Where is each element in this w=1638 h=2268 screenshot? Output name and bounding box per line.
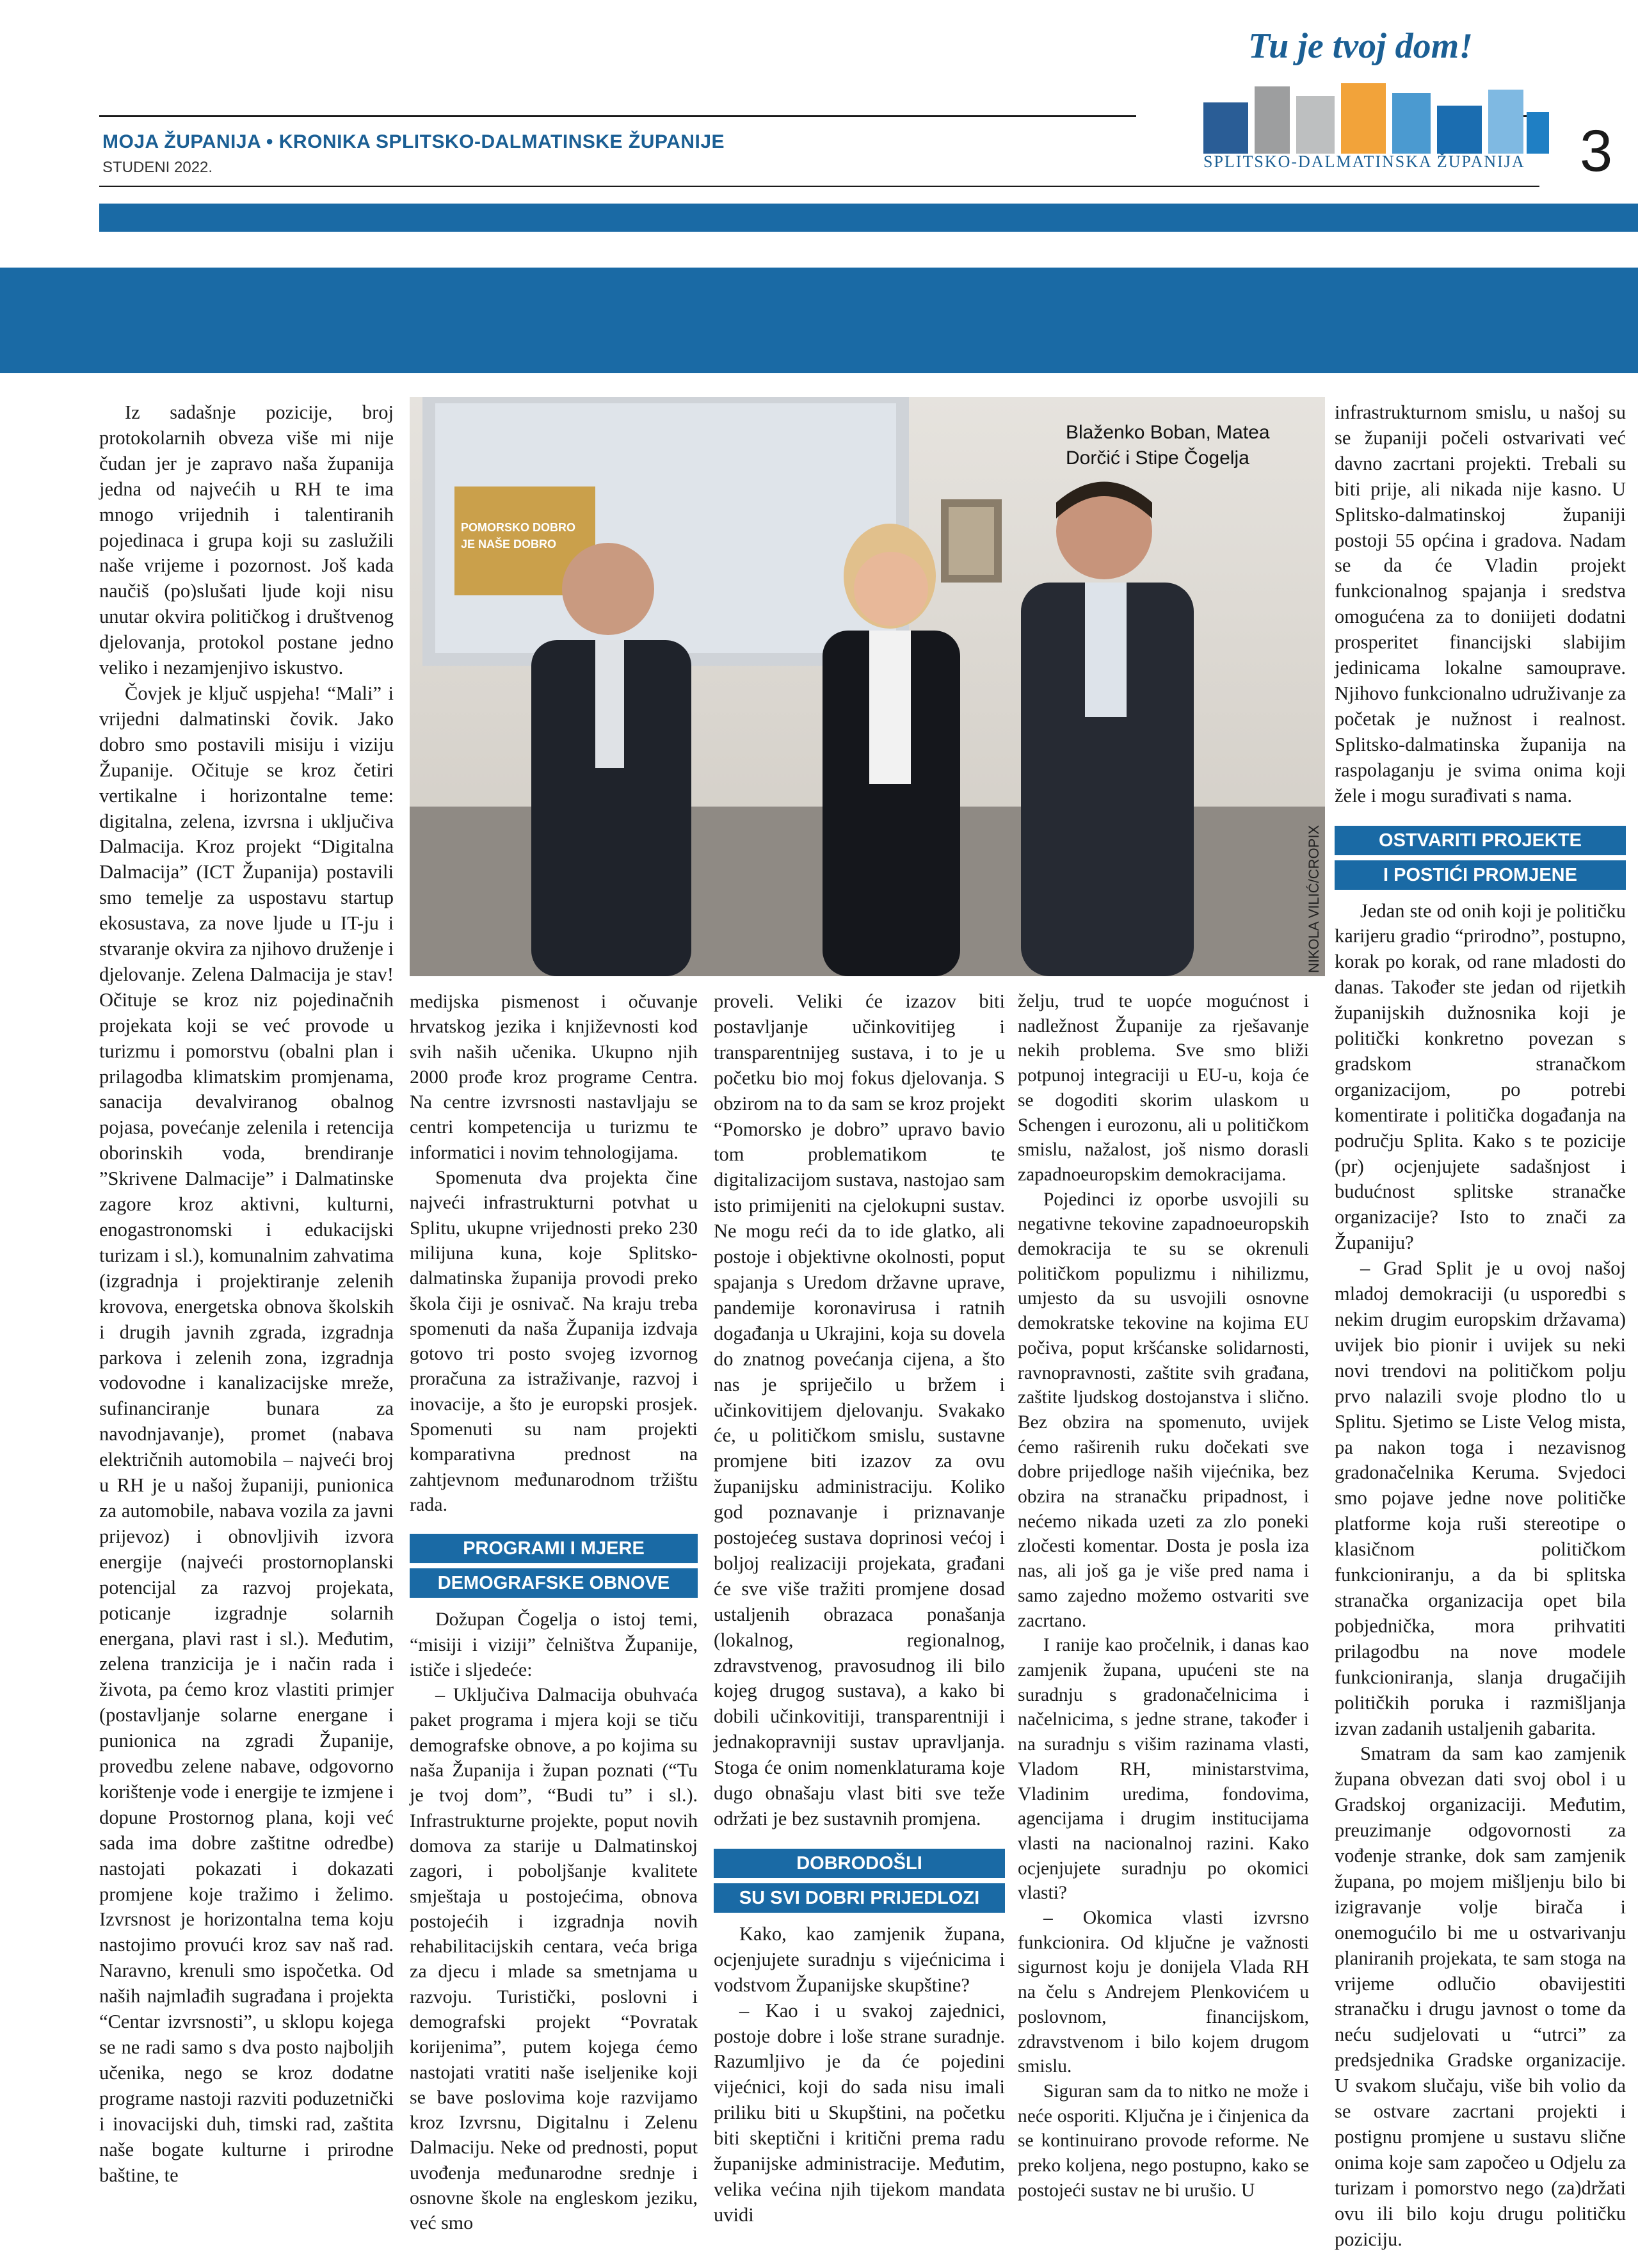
logo-block: [1527, 112, 1549, 154]
paragraph: želju, trud te uopće mogućnost i nadležnost Županije za rješavanje nekih problema. Sve smo bliži potpunoj integraciji u EU-u, koja će se dogoditi skorim ulaskom u Schengen i eurozonu, ali u političkom smislu, nažalost, još nismo dorasli zapadnoeuropskim demokracijama.: [1018, 991, 1309, 1185]
accent-band-thin: [99, 204, 1638, 232]
paragraph: Kako, kao zamjenik župana, ocjenjujete suradnju s vijećnicima i vodstvom Županijske skupštine?: [714, 1922, 1005, 1996]
paragraph: Iz sadašnje pozicije, broj protokolarnih obveza više mi nije čudan jer je zapravo naša županija jedna od najvećih u RH te ima mnogo vrijednih i talentiranih pojedinaca i grupa koji su zaslužili naše vrijeme i pozornost. Još kada naučiš (po)slušati ljude koji nisu unutar okvira političkog i društvenog djelovanja, protokol postane jedno veliko i nezamjenjivo iskustvo.: [99, 401, 394, 679]
logo-block: [1392, 93, 1431, 154]
article-column-4: [1018, 989, 1309, 2203]
paragraph: Spomenuta dva projekta čine najveći infrastrukturni potvhat u Splitu, ukupne vrijednosti preko 230 milijuna kuna, koje Splitsko-dalmatinska županija provodi preko škola čiji je osnivač. Na kraju treba spomenuti da naša Županija izdvaja gotovo tri posto svojeg izvornog proračuna za istraživanje, razvoj i inovacije, a što je europski prosjek. Spomenuti su nam projekti komparativna prednost na zahtjevnom međunarodnom tržištu rada.: [410, 1167, 698, 1515]
header-date: STUDENI 2022.: [102, 159, 213, 176]
section-heading: [714, 1849, 1005, 1913]
page-number: 3: [1580, 118, 1613, 184]
paragraph: – Okomica vlasti izvrsno funkcionira. Od ključne je važnosti sigurnost koju je donijela Vlada RH na čelu s Andrejem Plenkovićem u poslovnom, financijskom, zdravstvenom i bilo kojem drugom smislu.: [1018, 1908, 1309, 2077]
section-heading-line: DEMOGRAFSKE OBNOVE: [410, 1568, 698, 1598]
paragraph: Smatram da sam kao zamjenik župana obvezan dati svoj obol i u Gradskoj organizaciji. Međutim, preuzimanje odgovornosti za vođenje stranke, dok sam zamjenik župana, po mojem mišljenju bilo bi izigravanje volje birača i onemogućilo bi me u ostvarivanju planiranih projekata, te sam stoga na vrijeme odlučio obavijestiti stranačku i drugu javnost o tome da neću sudjelovati u “utrci” za predsjednika Gradske organizacije. U svakom slučaju, više bih volio da se ostvare zacrtani projekti i postignu promjene u sustavu slične onima koje sam započeo u Odjelu za turizam i pomorstvo nego (za)držati ovu ili bilo koju drugu političku poziciju.: [1335, 1742, 1626, 2250]
paragraph: – Uključiva Dalmacija obuhvaća paket programa i mjera koji se tiču demografske obnove, a po kojima su naša Županija i župan poznati (“Tu je tvoj dom”, “Budi tu” i sl.). Infrastrukturne projekte, poput novih domova za starije u Dalmatinskoj zagori, i poboljšanje kvalitete smještaja u postojećima, obnova postojećih i izgradnja novih rehabilitacijskih centara, veća briga za djecu i mlade sa smetnjama u razvoju. Turistički, poslovni i demografski projekt “Povratak korijenima”, putem kojega ćemo nastojati vratiti naše iseljenike koji se bave poslovima koje razvijamo kroz Izvrsnu, Digitalnu i Zelenu Dalmaciju. Neke od prednosti, poput uvođenja međunarodne srednje i osnovne škole na engleskom jeziku, već smo: [410, 1684, 698, 2234]
photo-illustration: [410, 397, 1325, 976]
paragraph: Jedan ste od onih koji je političku karijeru gradio “prirodno”, postupno, korak po korak, od rane mladosti do danas. Također ste jedan od rijetkih županijskih dužnosnika koji je politički konkretno povezan s gradskom stranačkom organizacijom, po potrebi komentirate i politička događanja na području Splita. Kako s te pozicije (pr) ocjenjujete sadašnjost i budućnost splitske stranačke organizacije? Isto to znači za Županiju?: [1335, 899, 1626, 1254]
photo-caption: [1066, 420, 1270, 471]
article-column-2: [410, 989, 698, 2236]
photo-caption-line: Dorčić i Stipe Čogelja: [1066, 447, 1249, 469]
header-rule-top: [99, 115, 1136, 117]
paragraph: I ranije kao pročelnik, i danas kao zamjenik župana, upućeni ste na suradnju s gradonačelnicima i načelnicima, s jedne strane, također i na suradnju s višim razinama vlasti, Vladom RH, ministarstvima, Vladinim uredima, fondovima, agencijama i drugim institucijama vlasti na nacionalnoj razini. Kako ocjenjujete suradnju po okomici vlasti?: [1018, 1635, 1309, 1904]
accent-band-thick: [0, 268, 1638, 373]
paragraph: Dožupan Čogelja o istoj temi, “misiji i viziji” čelništva Županije, ističe i sljedeće:: [410, 1609, 698, 1680]
article-column-3: [714, 989, 1005, 2228]
header-rule-bottom: [99, 186, 1539, 187]
photo-credit: NIKOLA VILIĆ/CROPIX: [1306, 824, 1322, 973]
logo-name: SPLITSKO-DALMATINSKA ŽUPANIJA: [1203, 152, 1525, 171]
section-heading-line: DOBRODOŠLI: [714, 1849, 1005, 1878]
paragraph: – Grad Split je u ovoj našoj mladoj demokraciji (u usporedbi s nekim drugim europskim državama) uvijek bio pionir i uvijek su neki novi trendovi na političkom polju prvo nalazili svoje plodno tlo u Splitu. Sjetimo se Liste Velog mista, pa nakon toga i nezavisnog gradonačelnika Keruma. Svjedoci smo pojave jedne nove političke platforme koja ruši stereotipe o klasičnom političkom funkcioniranju, a da bi splitska stranačka organizacija opet bila pobjednička, mora prihvatiti prilagodbu na nove modele funkcioniranja, slanja drugačijih političkih poruka i razmišljanja izvan zadanih ustaljenih gabarita.: [1335, 1257, 1626, 1739]
logo-slogan: Tu je tvoj dom!: [1248, 26, 1473, 66]
header-title: MOJA ŽUPANIJA • KRONIKA SPLITSKO-DALMATINSKE ŽUPANIJE: [102, 131, 725, 152]
screen-text: POMORSKO DOBRO: [461, 521, 576, 534]
section-heading-line: OSTVARITI PROJEKTE: [1335, 826, 1626, 855]
paragraph: proveli. Veliki će izazov biti postavljanje učinkovitijeg i transparentnijeg sustava, i to je u početku bio moj fokus djelovanja. S obzirom na to da sam se kroz projekt “Pomorsko je dobro” upravo bavio tom problematikom te digitalizacijom sustava, nastojao sam isto primijeniti na cjelokupni sustav. Ne mogu reći da to ide glatko, ali postoje i objektivne okolnosti, poput spajanja s Uredom državne uprave, pandemije koronavirusa i ratnih događanja u Ukrajini, koja su dovela do znatnog povećanja cijena, a što nas je spriječilo u bržem i učinkovitijem djelovanju. Svakako će, u političkom smislu, sustavne promjene biti izazov za ovu županijsku administraciju. Koliko god poznavanje i priznavanje postojećeg sustava doprinosi većoj i boljoj realizaciji projekata, građani će sve više tražiti promjene dosad ustaljenih obrazaca ponašanja (lokalnog, regionalnog, zdravstvenog, pravosudnog ili bilo kojeg drugog sustava), a kako bi dobili učinkovitiji, transparentniji i jednakopravniji sustav upravljanja. Stoga će onim nomenklaturama koje dugo obnašaju vlast biti sve teže održati je bez sustavnih promjena.: [714, 990, 1005, 1830]
logo-block: [1255, 86, 1290, 154]
paragraph: Siguran sam da to nitko ne može i neće osporiti. Ključna je i činjenica da se kontinuirano provode reforme. Ne preko koljena, nego postupno, kako se postojeći sustav ne bi urušio. U: [1018, 2080, 1309, 2201]
paragraph: medijska pismenost i očuvanje hrvatskog jezika i književnosti kod svih naših učenika. Ukupno njih 2000 prođe kroz programe Centra. Na centre izvrsnosti nastavljaju se centri kompetencija u turizmu te informatici i novim tehnologijama.: [410, 991, 698, 1163]
section-heading-line: I POSTIĆI PROMJENE: [1335, 860, 1626, 890]
logo-block: [1341, 83, 1386, 154]
article-column-5: [1335, 400, 1626, 2253]
section-heading-line: PROGRAMI I MJERE: [410, 1534, 698, 1563]
photo-caption-line: Blaženko Boban, Matea: [1066, 422, 1270, 443]
logo-block: [1296, 96, 1335, 154]
logo-mark: [1203, 83, 1549, 154]
screen-text: JE NAŠE DOBRO: [461, 538, 557, 551]
paragraph: – Kao i u svakoj zajednici, postoje dobre i loše strane suradnje. Razumljivo je da će pojedini vijećnici, koji do sada nisu imali priliku biti u Skupštini, na početku biti skeptični i kritični prema radu županijske administracije. Međutim, velika većina njih tijekom mandata uvidi: [714, 1999, 1005, 2226]
paragraph: infrastrukturnom smislu, u našoj su se županiji počeli ostvarivati već davno zacrtani projekti. Trebali su biti prije, ali nikada nije kasno. U Splitsko-dalmatinskoj županiji postoji 55 općina i gradova. Nadam se da će Vladin projekt funkcionalnog spajanja i sredstva omogućena za to doniijeti dodatni prosperitet financijski slabijim jedinicama lokalne samouprave. Njihovo funkcionalno udruživanje za početak je nužnost i realnost. Splitsko-dalmatinska županija na raspolaganju je svima onima koji žele i mogu surađivati s nama.: [1335, 401, 1626, 807]
logo-block: [1203, 102, 1248, 154]
logo-block: [1488, 90, 1523, 154]
section-heading: [410, 1534, 698, 1598]
logo-block: [1437, 106, 1482, 154]
paragraph: Čovjek je ključ uspjeha! “Mali” i vrijedni dalmatinski čovik. Jako dobro smo postavili misiju i viziju Županije. Očituje se kroz četiri vertikalne i horizontalne teme: digitalna, zelena, izvrsna i uključiva Dalmacija. Kroz projekt “Digitalna Dalmacija” (ICT Županija) postavili smo temelje za uspostavu startup ekosustava, za nove ljude u IT-ju i stvaranje okvira za njihovo druženje i djelovanje. Zelena Dalmacija je stav! Očituje se kroz niz pojedinačnih projekata koji se već provode u turizmu i pomorstvu (obalni plan i prilagodba klimatskim promjenama, sanacija devalviranog obalnog pojasa, povećanje zelenila i retencija oborinskih voda, brendiranje ”Skrivene Dalmacije” i Dalmatinske zagore kroz aktivni, kulturni, enogastronomski i edukacijski turizam i sl.), komunalnim zahvatima (izgradnja i projektiranje zelenih krovova, energetska obnova školskih i drugih javnih zgrada, izgradnja parkova i zelenih zona, izgradnja vodovodne i kanalizacijske mreže, sufinanciranje bunara za navodnjavanje), promet (nabava električnih automobila – najveći broj u RH je u našoj županiji, punionica za automobile, nabava vozila za javni prijevoz) i obnovljivih izvora energije (najveći prostornoplanski potencijal za razvoj projekata, poticanje izgradnje solarnih energana, plavi rast i sl.). Međutim, zelena tranzicija je i način rada i života, pa ćemo kroz vlastiti primjer (postavljanje solarne energane i punionica na zgradi Županije, provedbu zelene nabave, odgovorno korištenje vode i energije te izmjene i dopune Prostornog plana, koji već sada ima dobre zaštitne odredbe) nastojati pokazati i dokazati promjene koje tražimo i želimo. Izvrsnost je horizontalna tema koju nastojimo provući kroz sav naš rad. Naravno, krenuli smo ispočetka. Od naših najmlađih sugrađana i projekta “Centar izvrsnosti”, u sklopu kojega se ne radi samo s dva posto najboljih učenika, nego se kroz dodatne programe nastoji razviti poduzetnički i inovacijski duh, timski rad, zaštita naše bogate kulturne i prirodne baštine, te: [99, 682, 394, 2186]
article-photo: [410, 397, 1325, 976]
section-heading: [1335, 826, 1626, 890]
paragraph: Pojedinci iz oporbe usvojili su negativne tekovine zapadnoeuropskih demokracija te su se okrenuli političkom populizmu i nihilizmu, umjesto da su usvojili osnovne demokratske tekovine na kojima EU počiva, poput kršćanske solidarnosti, ravnopravnosti, zaštite svih građana, zaštite ljudskog dostojanstva i slično. Bez obzira na spomenuto, uvijek ćemo raširenih ruku dočekati sve dobre prijedloge naših vijećnika, bez obzira na stranačku pripadnost, i nećemo nikada uzeti za zlo poneki zločesti komentar. Dosta je posla iza nas, ali još ga je više pred nama i samo zajedno možemo ostvariti sve zacrtano.: [1018, 1189, 1309, 1631]
section-heading-line: SU SVI DOBRI PRIJEDLOZI: [714, 1883, 1005, 1913]
article-column-1: [99, 400, 394, 2188]
